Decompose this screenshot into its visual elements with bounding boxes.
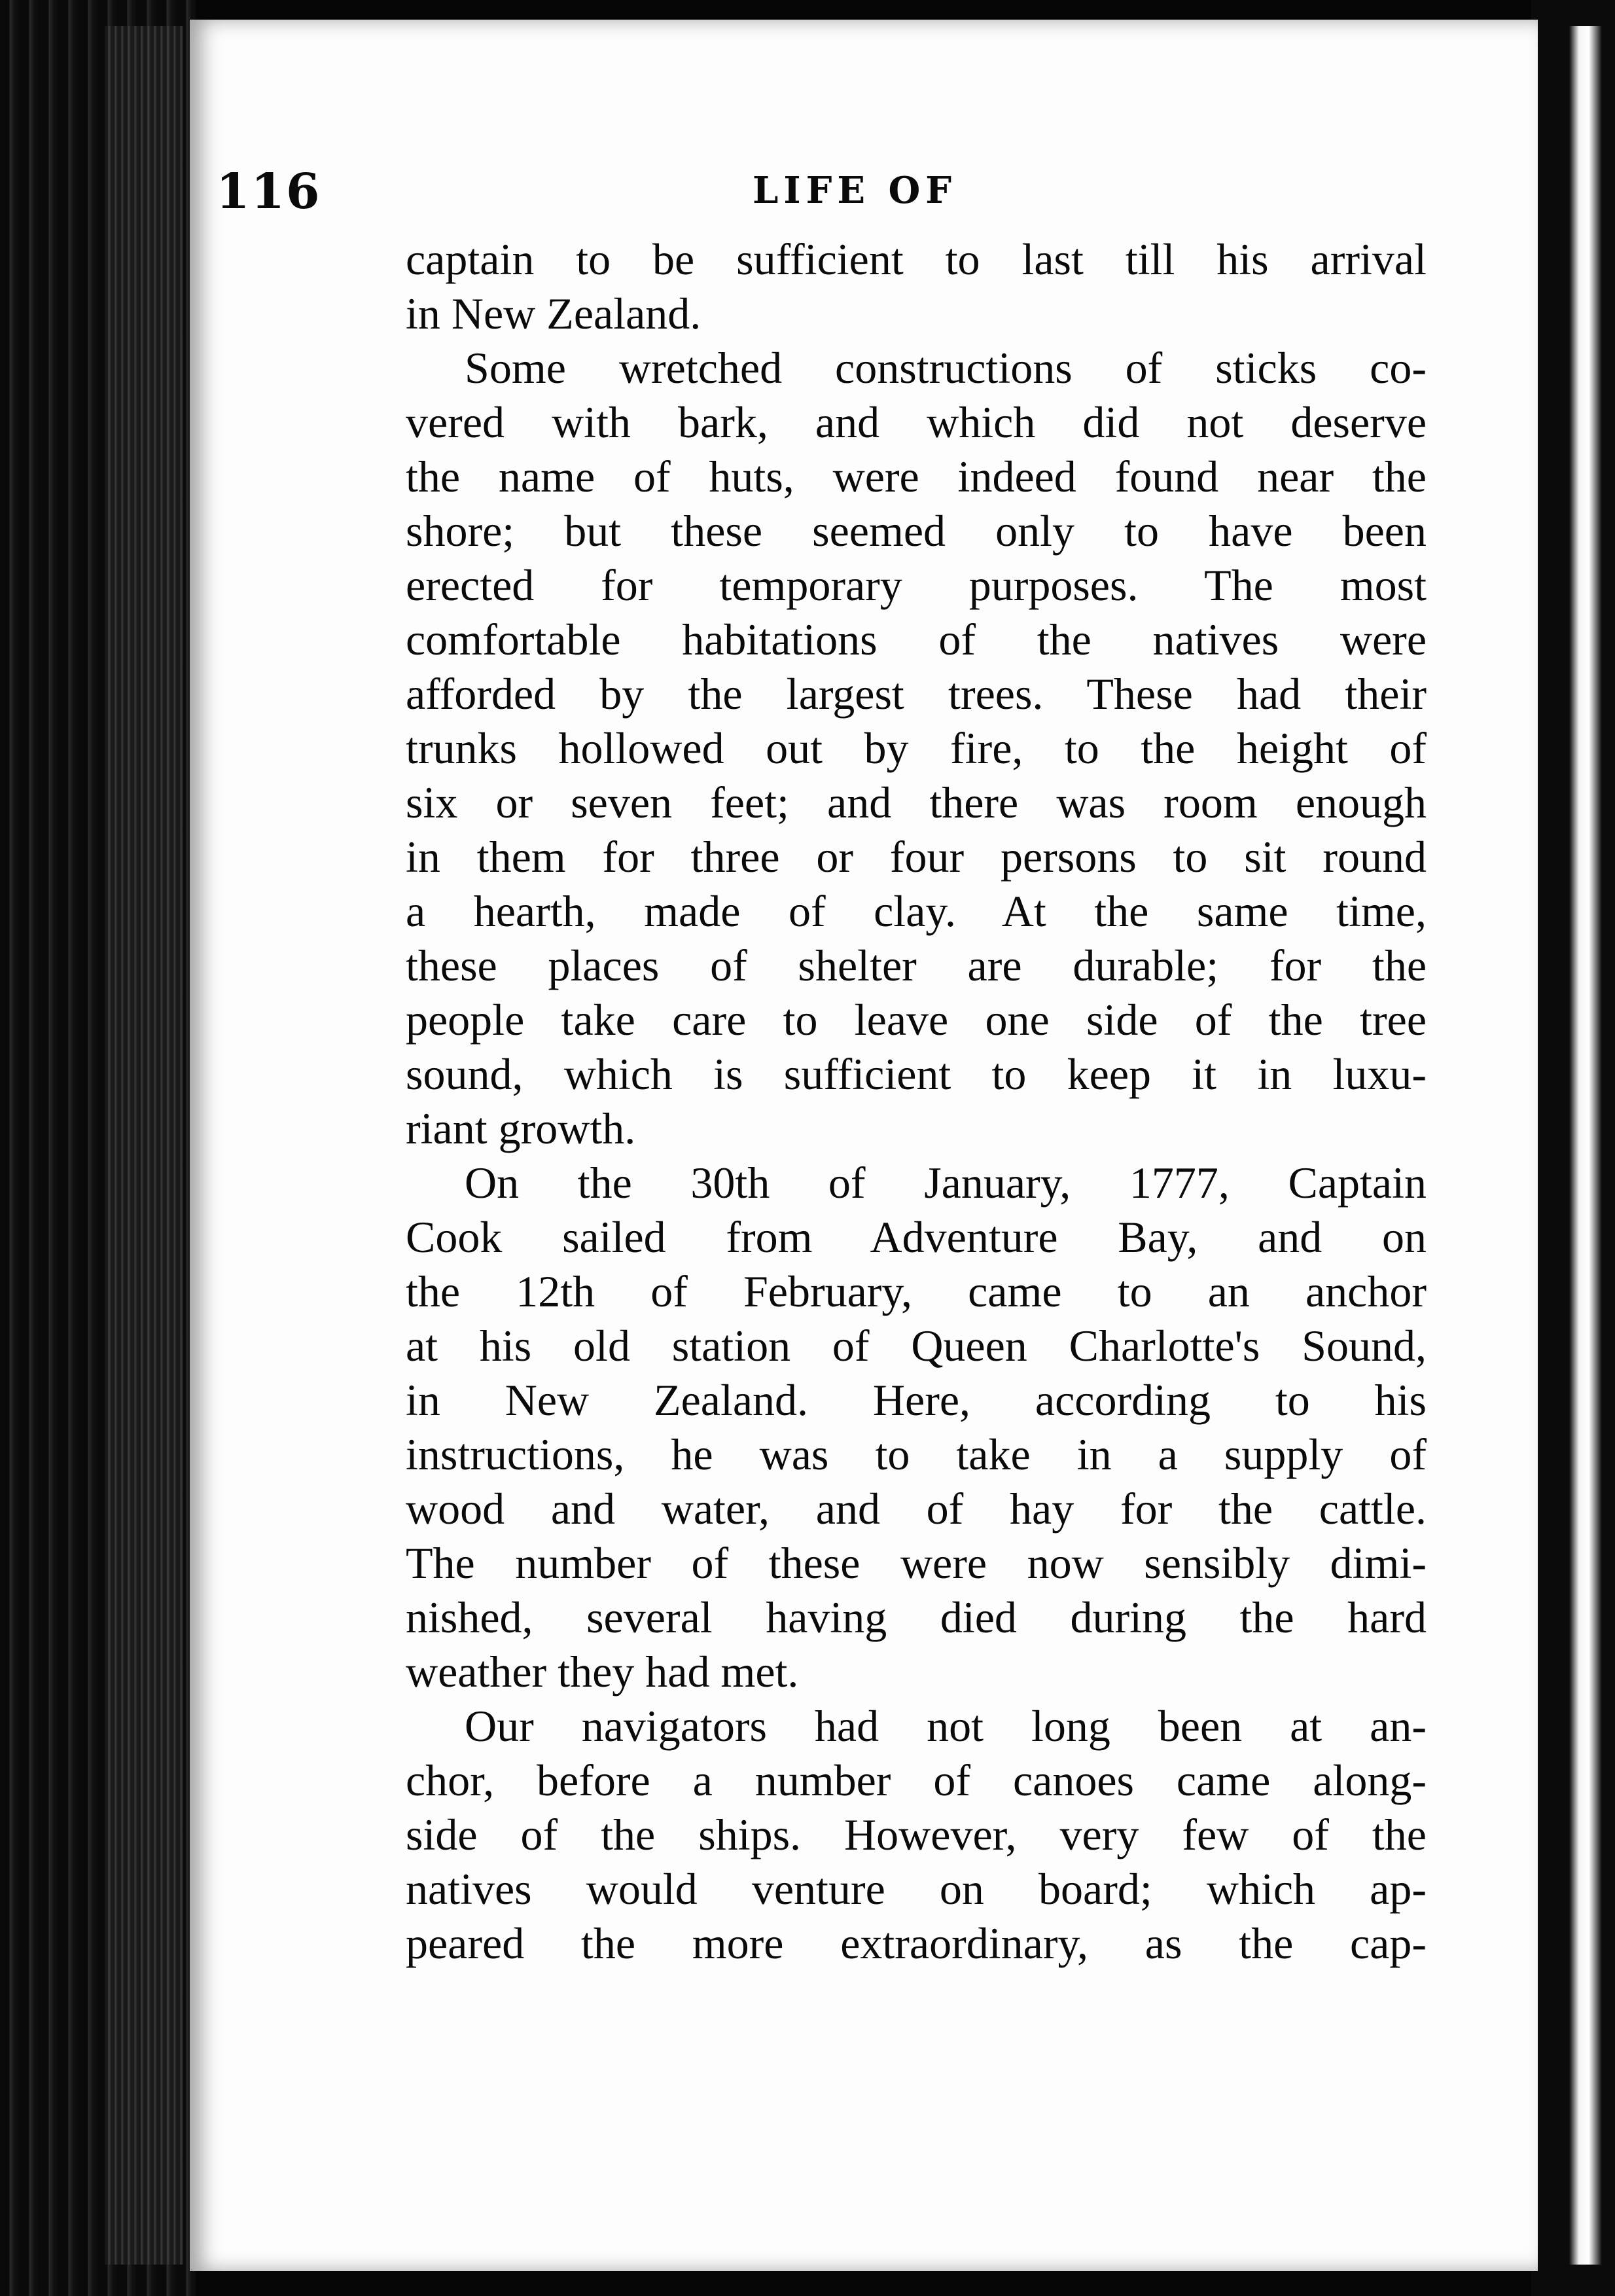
body-text [406,232,1427,1971]
text-line: Some wretched constructions of sticks co- [465,343,1427,393]
text-line: The number of these were now sensibly dimi- [406,1538,1427,1588]
text-line: wood and water, and of hay for the cattle. [406,1484,1427,1534]
text-line: On the 30th of January, 1777, Captain [465,1158,1427,1208]
text-line: at his old station of Queen Charlotte's Sound, [406,1321,1427,1371]
page-edges [105,26,183,2265]
running-head-title: LIFE OF [753,169,957,212]
text-line: peared the more extraordinary, as the cap- [406,1918,1427,1968]
text-line: instructions, he was to take in a supply of [406,1429,1427,1479]
text-line: these places of shelter are durable; for the [406,941,1427,990]
text-line: in New Zealand. Here, according to his [406,1375,1427,1425]
text-line: Cook sailed from Adventure Bay, and on [406,1212,1427,1262]
text-line: weather they had met. [406,1647,799,1696]
text-line: captain to be sufficient to last till his arrival [406,234,1427,284]
text-line: riant growth. [406,1103,636,1153]
next-page-edge [1569,26,1602,2265]
text-line: the 12th of February, came to an anchor [406,1266,1427,1316]
page-number: 116 [216,164,321,220]
text-line: erected for temporary purposes. The most [406,560,1427,610]
text-line: six or seven feet; and there was room enough [406,778,1427,827]
text-line: natives would venture on board; which ap- [406,1864,1427,1914]
text-line: people take care to leave one side of the tree [406,995,1427,1045]
text-line: shore; but these seemed only to have been [406,506,1427,556]
text-line: a hearth, made of clay. At the same time, [406,886,1427,936]
text-line: side of the ships. However, very few of the [406,1810,1427,1859]
text-line: sound, which is sufficient to keep it in luxu- [406,1049,1427,1099]
text-line: in them for three or four persons to sit round [406,832,1427,882]
running-head [216,164,1427,236]
text-line: in New Zealand. [406,289,701,338]
text-line: comfortable habitations of the natives were [406,615,1427,664]
text-line: nished, several having died during the hard [406,1592,1427,1642]
text-line: afforded by the largest trees. These had their [406,669,1427,719]
text-line: chor, before a number of canoes came along- [406,1755,1427,1805]
text-line: Our navigators had not long been at an- [465,1701,1427,1751]
text-line: trunks hollowed out by fire, to the height of [406,723,1427,773]
text-line: the name of huts, were indeed found near the [406,452,1427,501]
text-line: vered with bark, and which did not deserve [406,397,1427,447]
